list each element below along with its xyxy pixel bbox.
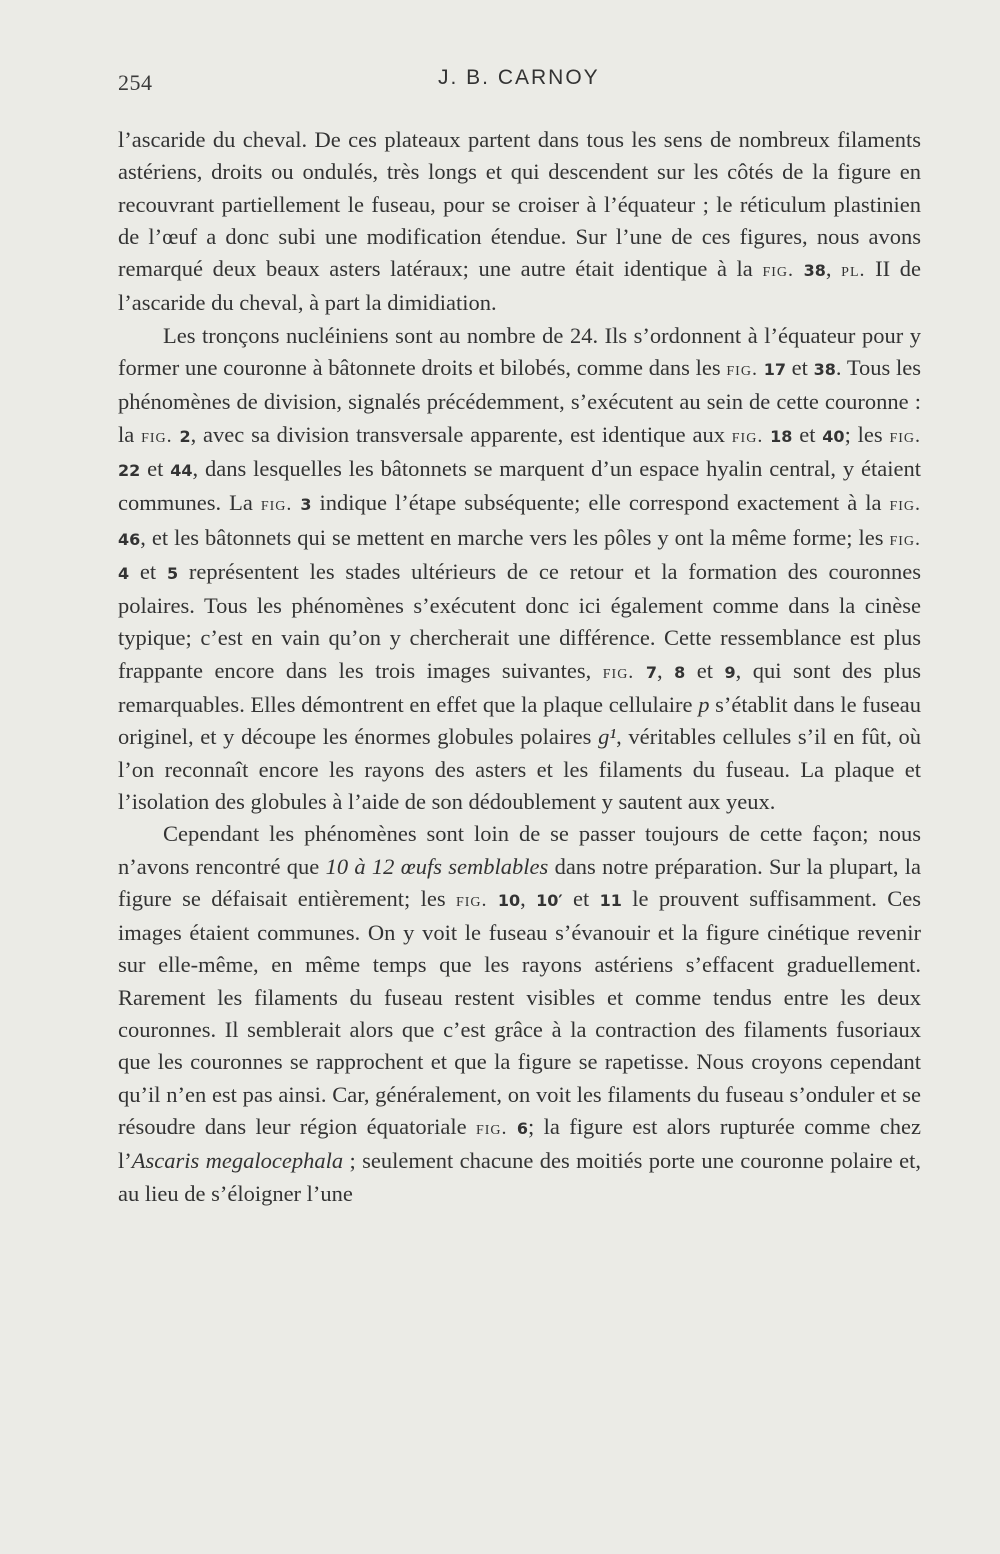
italic-text: 10 à 12 œufs semblables [325, 853, 549, 879]
text-run: s’établit dans le fuseau originel, et y découpe les énormes globules polaires [118, 692, 921, 750]
figure-number: 11 [599, 890, 622, 910]
text-run: Cependant les phénomènes sont loin de se passer toujours de cette façon; nous n’avons rencontré que [118, 821, 921, 879]
text-run: , [656, 657, 675, 683]
paragraph-3 [118, 818, 921, 1210]
figure-number: 3 [300, 495, 312, 515]
running-title: J. B. CARNOY [438, 66, 600, 89]
text-run: II de l’ascaride du cheval, à part la dimidiation. [118, 256, 922, 316]
text-run: et [140, 455, 171, 481]
figure-number: 10 [497, 890, 521, 910]
figure-number: 8 [674, 662, 686, 682]
text-run: ; seulement chacune des moitiés porte une couronne polaire et, au lieu de s’éloigner l’une [118, 1148, 922, 1206]
figure-ref: fig. [889, 493, 922, 516]
text-run: Les tronçons nucléiniens sont au nombre de 24. Ils s’ordonnent à l’équateur pour y former une couronne à bâtonnete droits et bilobés, comme dans les [118, 322, 921, 381]
figure-ref: fig. [889, 424, 922, 447]
text-run: et [562, 885, 600, 911]
figure-ref: fig. [141, 424, 173, 447]
italic-text: p [698, 692, 710, 718]
italic-text: Ascaris megalocephala [131, 1148, 344, 1174]
figure-ref: fig. [455, 888, 488, 911]
figure-number: 17 [763, 360, 786, 380]
text-run: , [825, 256, 842, 282]
body-text [118, 124, 921, 1210]
figure-number: 46 [118, 529, 141, 549]
figure-number: 38 [803, 261, 826, 281]
figure-ref: fig. [602, 660, 635, 683]
text-run: et [792, 421, 823, 447]
text-run: le prouvent suffisamment. Ces images étaient communes. On y voit le fuseau s’évanouir et la figure cinétique revenir sur elle-même, en même temps que les rayons astériens s’effacent graduellement. Rarement les filaments du fuseau restent visibles et comme tendus entre les deux couronnes. Il semblerait alors que c’est grâce à la contraction des filaments fusoriaux que les couronnes se rapprochent et que la figure se rapetisse. Nous croyons cependant qu’il n’en est pas ainsi. Car, généralement, on voit les filaments du fuseau s’onduler et se résoudre dans leur région équatoriale [118, 885, 921, 1139]
text-run: ; les [844, 421, 890, 447]
text-run: et [685, 657, 725, 683]
figure-number: 5 [166, 563, 179, 583]
text-run [488, 886, 498, 911]
text-run: et [785, 355, 814, 381]
text-run: , avec sa division transversale apparente, est identique aux [190, 421, 732, 447]
figure-ref: pl. [841, 259, 866, 282]
figure-number: 10′ [536, 890, 563, 910]
text-run: , véritables cellules s’il en fût, où l’on reconnaît encore les rayons des asters et les filaments du fuseau. La plaque et l’isolation des globules à l’aide de son dédoublement y sautent aux yeux. [118, 724, 921, 814]
text-run: et [129, 558, 167, 584]
text-run: , qui sont des plus remarquables. Elles démontrent en effet que la plaque cellulaire [118, 657, 922, 718]
text-run: représentent les stades ultérieurs de ce retour et la formation des couronnes polaires. Tous les phénomènes s’exécutent donc ici également comme dans la cinèse typique; c’est en vain qu’on y chercherait une différence. Cette ressemblance est plus frappante encore dans les trois images suivantes, [118, 558, 921, 683]
text-run [794, 256, 804, 281]
figure-number: 44 [170, 460, 193, 480]
figure-ref: fig. [475, 1116, 508, 1139]
figure-number: 9 [724, 662, 736, 682]
figure-number: 2 [179, 426, 191, 446]
figure-number: 7 [645, 662, 657, 682]
running-head [118, 62, 920, 102]
figure-number: 38 [813, 360, 836, 380]
paragraph-2 [118, 320, 921, 818]
figure-ref: fig. [726, 358, 758, 381]
figure-ref: fig. [731, 424, 764, 447]
text-run: ; la figure est alors rupturée comme chez l’ [118, 1113, 921, 1174]
text-run: indique l’étape subséquente; elle correspond exactement à la [311, 490, 890, 516]
figure-number: 40 [822, 426, 845, 446]
text-run: , [520, 885, 537, 911]
text-run: . Tous les phénomènes de division, signalés précédemment, s’exécutent au sein de cette couronne : la [118, 355, 921, 447]
figure-number: 18 [770, 426, 793, 446]
text-run [508, 1114, 517, 1139]
text-run: , et les bâtonnets qui se mettent en marche vers les pôles y ont la même forme; les [140, 524, 890, 550]
figure-ref: fig. [762, 259, 794, 282]
text-run: l’ascaride du cheval. De ces plateaux partent dans tous les sens de nombreux filaments astériens, droits ou ondulés, très longs et qui descendent sur les côtés de la figure en recouvrant partiellement le fuseau, pour se croiser à l’équateur ; le réticulum plastinien de l’œuf a donc subi une modification étendue. Sur l’une de ces figures, nous avons remarqué deux beaux asters latéraux; une autre était identique à la [118, 127, 921, 282]
text-run: , dans lesquelles les bâtonnets se marquent d’un espace hyalin central, y étaient communes. La [118, 455, 921, 516]
paragraph-1 [118, 124, 921, 320]
page-number: 254 [118, 70, 153, 95]
figure-ref: fig. [889, 527, 921, 550]
italic-text: g¹ [598, 724, 617, 750]
figure-number: 6 [516, 1118, 529, 1138]
figure-ref: fig. [260, 493, 293, 516]
figure-number: 22 [118, 460, 141, 480]
text-run [634, 658, 646, 683]
text-run: dans notre préparation. Sur la plupart, la figure se défaisait entièrement; les [118, 853, 921, 911]
figure-number: 4 [118, 563, 130, 583]
